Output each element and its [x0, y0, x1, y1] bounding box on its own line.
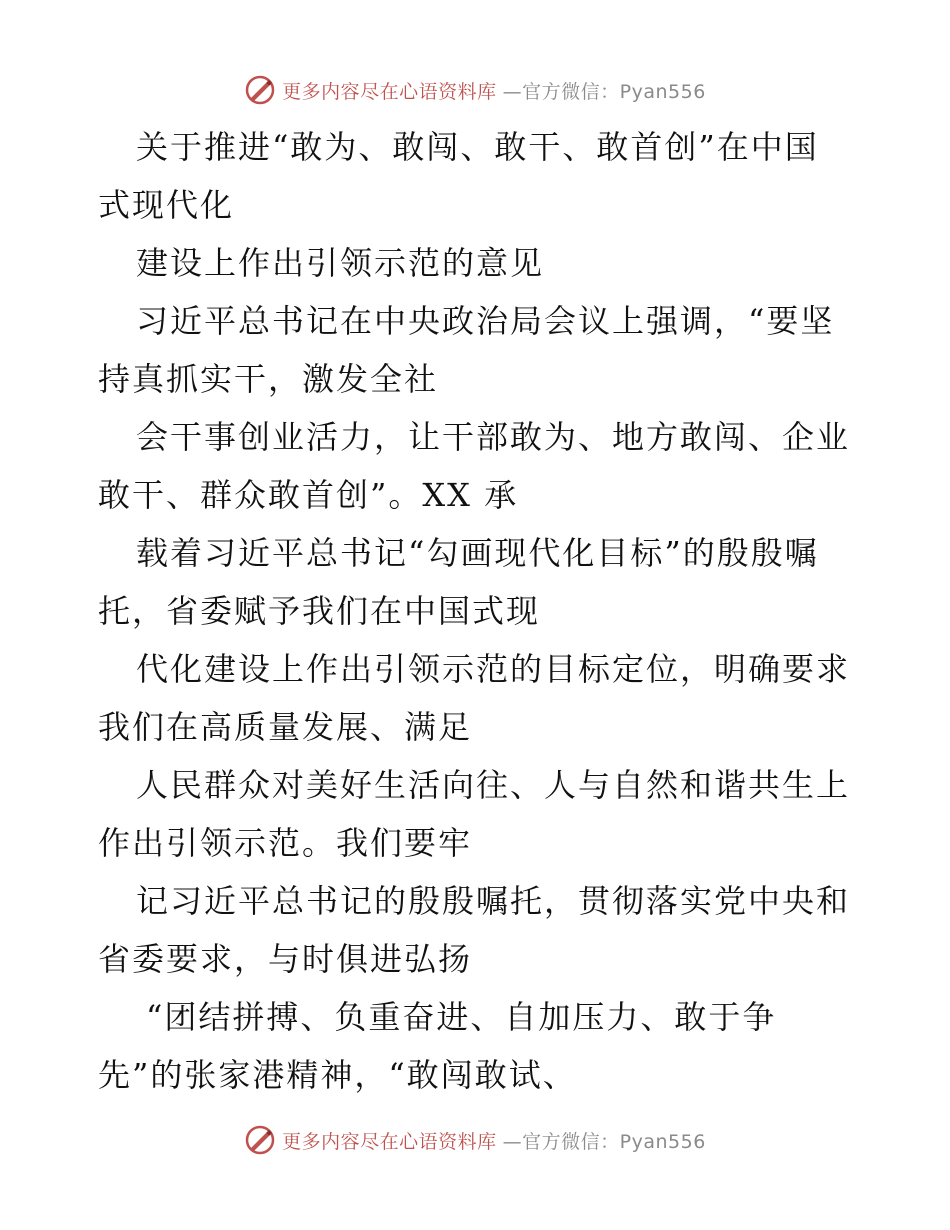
- text-line: 关于推进“敢为、敢闯、敢干、敢首创”在中国: [136, 128, 819, 166]
- text-line: 代化建设上作出引领示范的目标定位，明确要求: [136, 650, 851, 688]
- text-line: 敢干、群众敢首创”。XX 承: [98, 476, 519, 514]
- paragraph-5: [98, 524, 858, 640]
- paragraph-6: [98, 640, 858, 756]
- paragraph-2: [98, 234, 858, 292]
- text-line: 先”的张家港精神，“敢闯敢试、: [98, 1056, 577, 1094]
- paragraph-1: [98, 118, 858, 234]
- paragraph-7: [98, 756, 858, 872]
- text-line: 托，省委赋予我们在中国式现: [98, 592, 541, 630]
- text-line: 习近平总书记在中央政治局会议上强调，“要坚: [136, 302, 835, 340]
- text-line: 会干事创业活力，让干部敢为、地方敢闯、企业: [136, 418, 851, 456]
- text-line: 建设上作出引领示范的意见: [136, 244, 545, 282]
- text-line: 人民群众对美好生活向往、人与自然和谐共生上: [136, 766, 851, 804]
- text-line: 作出引领示范。我们要牢: [98, 824, 473, 862]
- text-line: 式现代化: [98, 186, 235, 224]
- watermark-red-text: 更多内容尽在心语资料库: [282, 1130, 497, 1153]
- text-line: 持真抓实干，激发全社: [98, 360, 439, 398]
- pen-logo-icon: [244, 1124, 276, 1156]
- paragraph-9: [98, 988, 858, 1104]
- text-line: 记习近平总书记的殷殷嘱托，贯彻落实党中央和: [136, 882, 851, 920]
- document-body: [98, 118, 858, 1104]
- header-watermark: [0, 70, 950, 110]
- text-line: 我们在高质量发展、满足: [98, 708, 473, 746]
- paragraph-8: [98, 872, 858, 988]
- watermark-red-text: 更多内容尽在心语资料库: [282, 80, 497, 103]
- watermark-gray-text: —官方微信：Pyan556: [502, 1130, 706, 1153]
- text-line: “团结拼搏、负重奋进、自加压力、敢于争: [146, 998, 777, 1036]
- text-line: 省委要求，与时俱进弘扬: [98, 940, 473, 978]
- pen-logo-icon: [244, 74, 276, 106]
- paragraph-3: [98, 292, 858, 408]
- text-line: 载着习近平总书记“勾画现代化目标”的殷殷嘱: [136, 534, 819, 572]
- paragraph-4: [98, 408, 858, 524]
- watermark-gray-text: —官方微信：Pyan556: [502, 80, 706, 103]
- footer-watermark: [0, 1120, 950, 1160]
